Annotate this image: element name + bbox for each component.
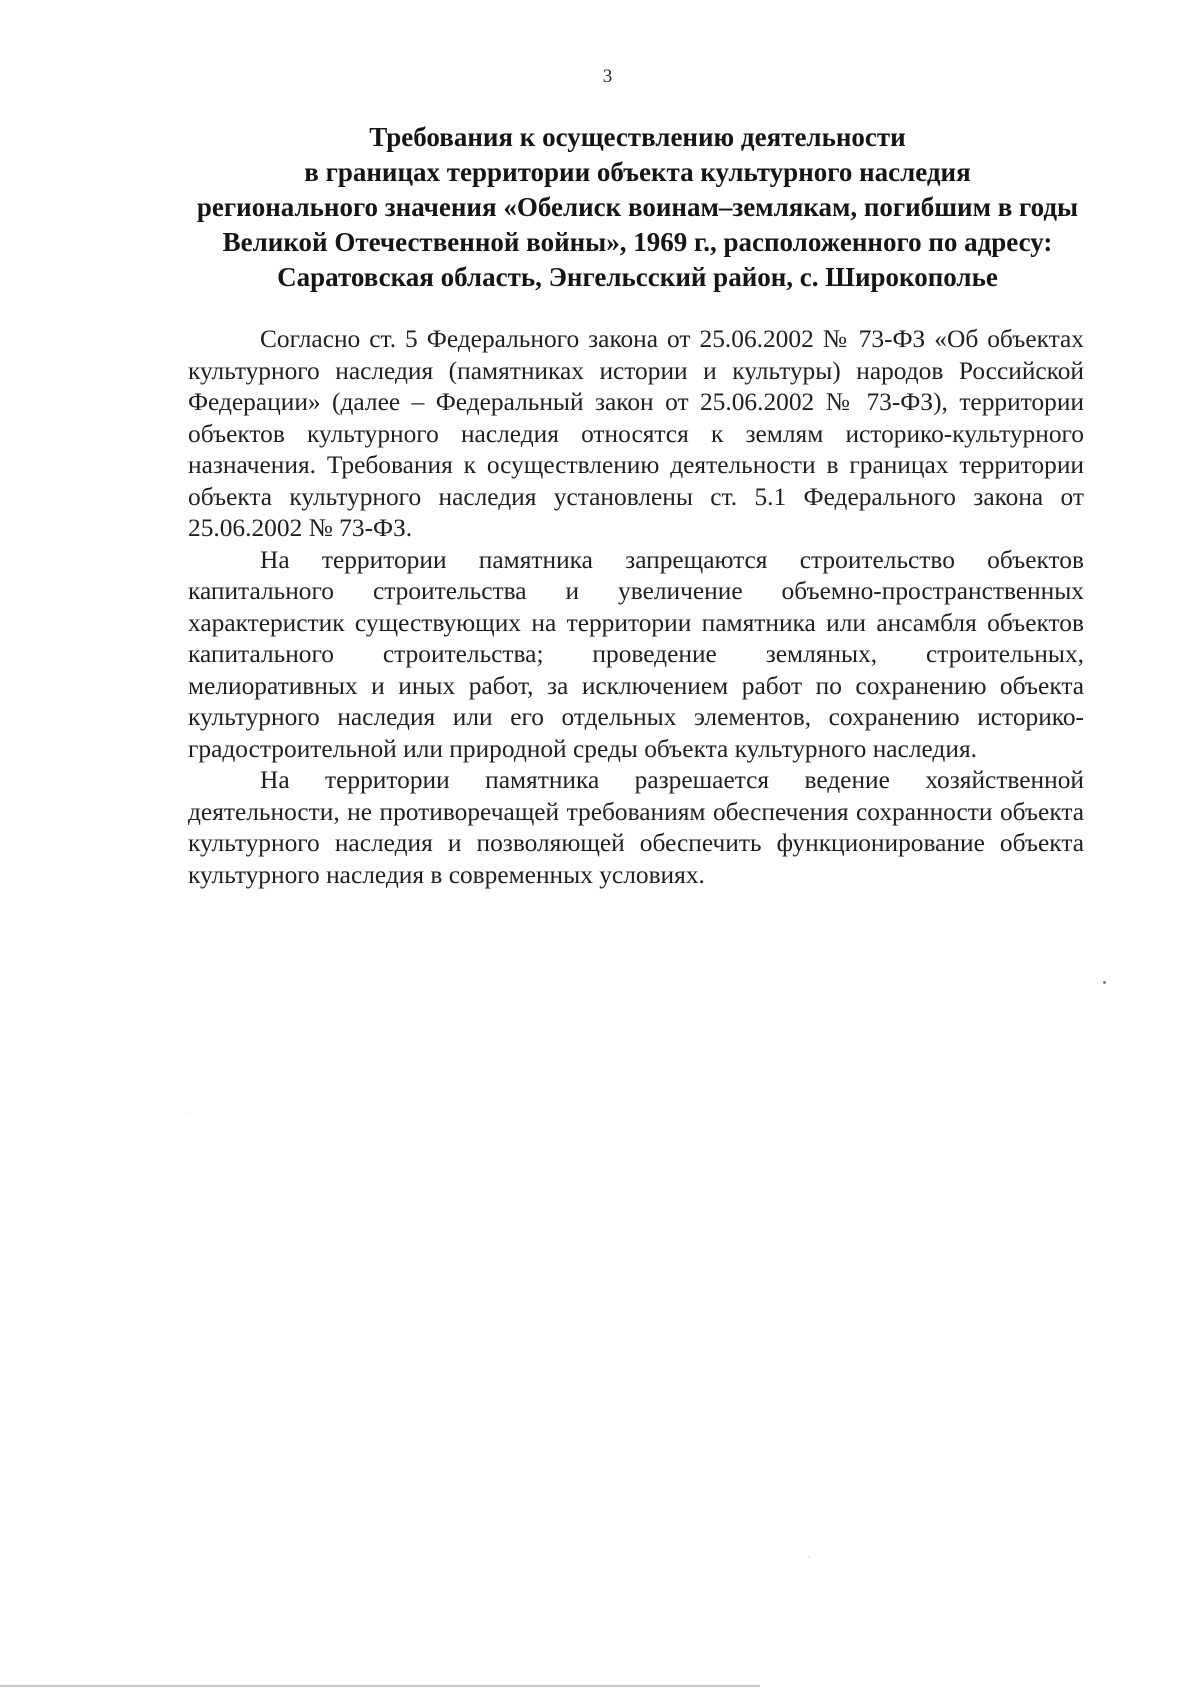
scan-speck bbox=[808, 1556, 809, 1558]
paragraph: На территории памятника разрешается ведение хозяйственной деятельности, не противоречащей требованиям обеспечения сохранности объекта культурного наследия и позволяющей обеспечить функционирование объекта культурного наследия в современных условиях. bbox=[188, 766, 1084, 889]
document-body bbox=[188, 324, 1084, 891]
page-number: 3 bbox=[602, 66, 613, 87]
title-line: Требования к осуществлению деятельности bbox=[369, 122, 906, 152]
title-line: в границах территории объекта культурного наследия bbox=[304, 157, 971, 187]
scan-edge-line bbox=[0, 1685, 760, 1687]
title-line: Великой Отечественной войны», 1969 г., расположенного по адресу: bbox=[222, 227, 1053, 257]
title-line: регионального значения «Обелиск воинам–землякам, погибшим в годы bbox=[196, 192, 1079, 222]
paragraph: Согласно ст. 5 Федерального закона от 25.06.2002 № 73-ФЗ «Об объектах культурного наследия (памятниках истории и культуры) народов Российской Федерации» (далее – Федеральный закон от 25.06.2002 № 73-ФЗ), территории объектов культурного наследия относятся к землям историко-культурного назначения. Требования к осуществлению деятельности в границах территории объекта культурного наследия установлены ст. 5.1 Федерального закона от 25.06.2002 № 73-ФЗ. bbox=[188, 325, 1084, 542]
paragraph: На территории памятника запрещаются строительство объектов капитального строительства и увеличение объемно-пространственных характеристик существующих на территории памятника или ансамбля объектов капитального строительства; проведение земляных, строительных, мелиоративных и иных работ, за исключением работ по сохранению объекта культурного наследия или его отдельных элементов, сохранению историко-градостроительной или природной среды объекта культурного наследия. bbox=[188, 545, 1084, 763]
document-title bbox=[195, 120, 1080, 295]
title-line: Саратовская область, Энгельсский район, с. Широкополье bbox=[277, 262, 998, 292]
scan-speck bbox=[190, 1112, 191, 1113]
scan-speck bbox=[1103, 981, 1106, 984]
